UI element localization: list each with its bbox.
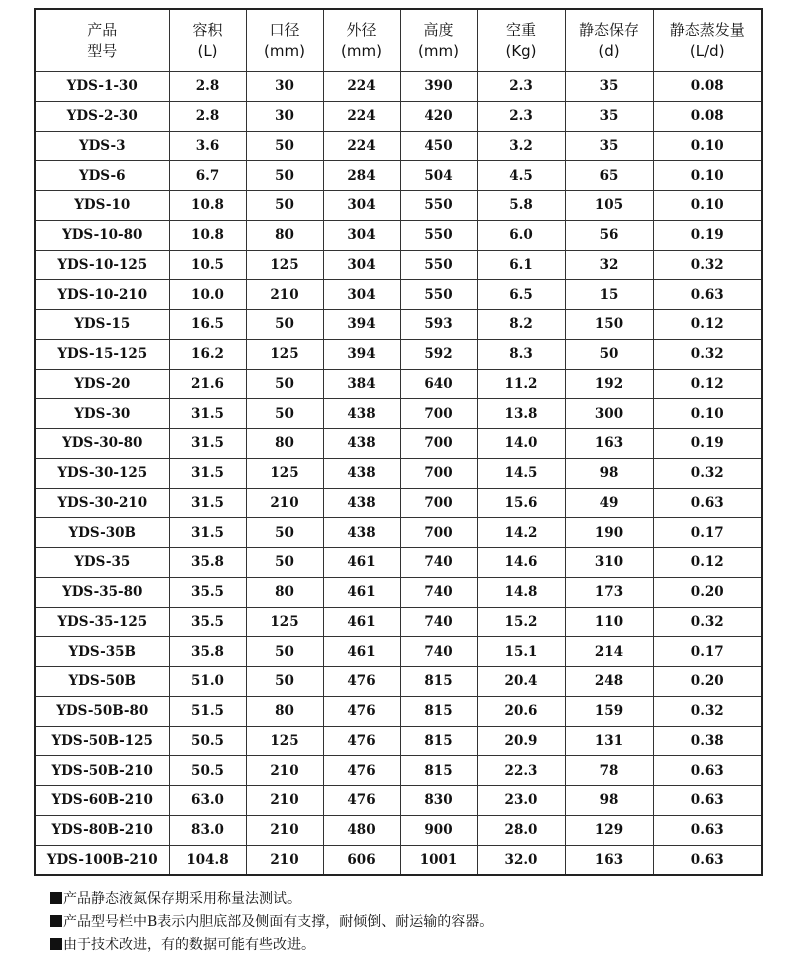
cell-outer-diameter: 461 [323,548,400,578]
table-row [35,577,762,607]
square-bullet-icon [50,938,62,950]
cell-volume: 10.0 [169,280,246,310]
header-model [35,9,169,72]
cell-neck-diameter: 50 [246,131,323,161]
table-row [35,429,762,459]
cell-volume: 50.5 [169,756,246,786]
cell-evaporation-rate: 0.63 [653,815,762,845]
cell-neck-diameter: 125 [246,607,323,637]
column-header-unit: (Kg) [505,41,537,60]
table-row [35,72,762,102]
column-header-unit: (mm) [341,41,382,60]
cell-model: YDS-100B-210 [35,845,169,875]
cell-height: 390 [400,72,477,102]
cell-neck-diameter: 50 [246,518,323,548]
cell-static-holding: 163 [565,429,653,459]
note-line [50,911,493,934]
cell-empty-weight: 28.0 [477,815,565,845]
table-row [35,131,762,161]
cell-model: YDS-30-80 [35,429,169,459]
cell-static-holding: 78 [565,756,653,786]
cell-volume: 10.5 [169,250,246,280]
cell-model: YDS-35-80 [35,577,169,607]
cell-empty-weight: 15.2 [477,607,565,637]
cell-empty-weight: 15.1 [477,637,565,667]
cell-model: YDS-35 [35,548,169,578]
table-row [35,458,762,488]
note-text: 产品静态液氮保存期采用称量法测试。 [63,891,301,907]
table-row [35,161,762,191]
cell-height: 700 [400,399,477,429]
column-header-unit: 型号 [87,41,118,60]
cell-empty-weight: 22.3 [477,756,565,786]
cell-model: YDS-35-125 [35,607,169,637]
cell-evaporation-rate: 0.32 [653,607,762,637]
note-text: 由于技术改进，有的数据可能有些改进。 [63,937,315,953]
cell-model: YDS-6 [35,161,169,191]
cell-neck-diameter: 125 [246,458,323,488]
cell-empty-weight: 20.9 [477,726,565,756]
table-row [35,607,762,637]
cell-neck-diameter: 30 [246,101,323,131]
cell-height: 550 [400,280,477,310]
cell-volume: 31.5 [169,399,246,429]
cell-volume: 35.5 [169,577,246,607]
cell-evaporation-rate: 0.20 [653,577,762,607]
cell-evaporation-rate: 0.38 [653,726,762,756]
spec-table [34,8,763,876]
cell-static-holding: 98 [565,786,653,816]
table-row [35,756,762,786]
cell-outer-diameter: 476 [323,726,400,756]
cell-empty-weight: 2.3 [477,101,565,131]
cell-empty-weight: 5.8 [477,191,565,221]
cell-static-holding: 163 [565,845,653,875]
cell-outer-diameter: 461 [323,577,400,607]
cell-volume: 35.8 [169,637,246,667]
cell-neck-diameter: 50 [246,369,323,399]
cell-neck-diameter: 50 [246,548,323,578]
cell-static-holding: 159 [565,696,653,726]
cell-volume: 21.6 [169,369,246,399]
cell-evaporation-rate: 0.12 [653,548,762,578]
cell-volume: 2.8 [169,101,246,131]
cell-neck-diameter: 210 [246,815,323,845]
cell-model: YDS-30-125 [35,458,169,488]
column-header-name: 容积 [192,20,223,39]
cell-outer-diameter: 461 [323,637,400,667]
table-row [35,637,762,667]
header-height [400,9,477,72]
column-header-unit: (L/d) [689,41,725,60]
cell-neck-diameter: 80 [246,220,323,250]
cell-height: 700 [400,458,477,488]
table-row [35,369,762,399]
cell-static-holding: 15 [565,280,653,310]
table-row [35,518,762,548]
column-header-name: 口径 [269,20,300,39]
table-row [35,696,762,726]
cell-empty-weight: 14.2 [477,518,565,548]
cell-evaporation-rate: 0.63 [653,756,762,786]
cell-neck-diameter: 210 [246,786,323,816]
cell-outer-diameter: 438 [323,399,400,429]
table-row [35,280,762,310]
cell-height: 700 [400,518,477,548]
cell-height: 815 [400,696,477,726]
cell-height: 504 [400,161,477,191]
cell-empty-weight: 23.0 [477,786,565,816]
cell-neck-diameter: 125 [246,339,323,369]
cell-outer-diameter: 304 [323,250,400,280]
cell-static-holding: 190 [565,518,653,548]
table-row [35,250,762,280]
column-header-name: 静态保存 [578,20,639,39]
cell-evaporation-rate: 0.63 [653,845,762,875]
cell-outer-diameter: 438 [323,458,400,488]
cell-volume: 16.2 [169,339,246,369]
cell-neck-diameter: 210 [246,756,323,786]
cell-empty-weight: 13.8 [477,399,565,429]
cell-volume: 50.5 [169,726,246,756]
cell-static-holding: 50 [565,339,653,369]
cell-outer-diameter: 284 [323,161,400,191]
cell-static-holding: 49 [565,488,653,518]
column-header-name: 静态蒸发量 [669,20,745,39]
cell-height: 700 [400,488,477,518]
table-row [35,845,762,875]
cell-model: YDS-10-125 [35,250,169,280]
cell-volume: 2.8 [169,72,246,102]
cell-volume: 51.5 [169,696,246,726]
column-header-unit: (mm) [418,41,459,60]
table-row [35,786,762,816]
cell-height: 700 [400,429,477,459]
cell-evaporation-rate: 0.63 [653,786,762,816]
cell-model: YDS-50B-80 [35,696,169,726]
cell-static-holding: 131 [565,726,653,756]
cell-outer-diameter: 304 [323,191,400,221]
table-row [35,191,762,221]
square-bullet-icon [50,892,62,904]
cell-empty-weight: 14.5 [477,458,565,488]
cell-static-holding: 110 [565,607,653,637]
cell-neck-diameter: 80 [246,577,323,607]
cell-height: 740 [400,607,477,637]
cell-neck-diameter: 50 [246,667,323,697]
cell-model: YDS-50B-210 [35,756,169,786]
cell-outer-diameter: 476 [323,696,400,726]
cell-volume: 104.8 [169,845,246,875]
cell-evaporation-rate: 0.17 [653,518,762,548]
cell-static-holding: 35 [565,72,653,102]
cell-outer-diameter: 224 [323,131,400,161]
cell-outer-diameter: 476 [323,786,400,816]
cell-height: 550 [400,250,477,280]
cell-outer-diameter: 384 [323,369,400,399]
cell-model: YDS-15 [35,310,169,340]
cell-static-holding: 56 [565,220,653,250]
table-row [35,101,762,131]
cell-outer-diameter: 461 [323,607,400,637]
cell-static-holding: 310 [565,548,653,578]
table-row [35,310,762,340]
cell-neck-diameter: 50 [246,191,323,221]
cell-evaporation-rate: 0.19 [653,220,762,250]
cell-neck-diameter: 80 [246,696,323,726]
cell-evaporation-rate: 0.08 [653,72,762,102]
cell-volume: 83.0 [169,815,246,845]
cell-outer-diameter: 394 [323,310,400,340]
cell-volume: 31.5 [169,458,246,488]
cell-model: YDS-35B [35,637,169,667]
table-row [35,726,762,756]
cell-volume: 10.8 [169,191,246,221]
cell-empty-weight: 3.2 [477,131,565,161]
header-volume [169,9,246,72]
cell-neck-diameter: 210 [246,488,323,518]
cell-empty-weight: 11.2 [477,369,565,399]
column-header-unit: (mm) [264,41,305,60]
cell-empty-weight: 32.0 [477,845,565,875]
square-bullet-icon [50,915,62,927]
cell-model: YDS-50B [35,667,169,697]
cell-height: 593 [400,310,477,340]
table-body [35,72,762,876]
cell-empty-weight: 6.0 [477,220,565,250]
cell-neck-diameter: 50 [246,399,323,429]
cell-empty-weight: 6.5 [477,280,565,310]
cell-height: 740 [400,637,477,667]
cell-volume: 31.5 [169,488,246,518]
cell-static-holding: 105 [565,191,653,221]
note-line [50,934,493,957]
cell-static-holding: 214 [565,637,653,667]
cell-empty-weight: 14.8 [477,577,565,607]
cell-model: YDS-10-210 [35,280,169,310]
cell-evaporation-rate: 0.32 [653,458,762,488]
cell-static-holding: 192 [565,369,653,399]
cell-height: 740 [400,577,477,607]
cell-volume: 51.0 [169,667,246,697]
cell-model: YDS-50B-125 [35,726,169,756]
cell-volume: 6.7 [169,161,246,191]
cell-static-holding: 35 [565,101,653,131]
cell-model: YDS-30B [35,518,169,548]
header-empty-weight [477,9,565,72]
column-header-unit: (d) [598,41,620,60]
cell-volume: 63.0 [169,786,246,816]
cell-model: YDS-10-80 [35,220,169,250]
cell-volume: 35.5 [169,607,246,637]
cell-empty-weight: 8.2 [477,310,565,340]
cell-static-holding: 98 [565,458,653,488]
cell-outer-diameter: 224 [323,72,400,102]
cell-outer-diameter: 606 [323,845,400,875]
cell-evaporation-rate: 0.63 [653,488,762,518]
cell-model: YDS-10 [35,191,169,221]
cell-volume: 10.8 [169,220,246,250]
cell-static-holding: 300 [565,399,653,429]
cell-neck-diameter: 50 [246,161,323,191]
cell-neck-diameter: 125 [246,726,323,756]
cell-empty-weight: 2.3 [477,72,565,102]
cell-model: YDS-20 [35,369,169,399]
cell-outer-diameter: 438 [323,518,400,548]
cell-volume: 35.8 [169,548,246,578]
header-evaporation-rate [653,9,762,72]
cell-height: 550 [400,220,477,250]
header-outer-diameter [323,9,400,72]
cell-height: 592 [400,339,477,369]
cell-model: YDS-15-125 [35,339,169,369]
cell-static-holding: 32 [565,250,653,280]
cell-outer-diameter: 438 [323,488,400,518]
cell-empty-weight: 6.1 [477,250,565,280]
cell-evaporation-rate: 0.19 [653,429,762,459]
cell-height: 640 [400,369,477,399]
cell-evaporation-rate: 0.20 [653,667,762,697]
cell-outer-diameter: 438 [323,429,400,459]
cell-outer-diameter: 476 [323,667,400,697]
cell-evaporation-rate: 0.63 [653,280,762,310]
notes-section [50,888,493,957]
cell-empty-weight: 15.6 [477,488,565,518]
cell-height: 550 [400,191,477,221]
cell-volume: 31.5 [169,518,246,548]
cell-empty-weight: 20.4 [477,667,565,697]
cell-empty-weight: 14.6 [477,548,565,578]
cell-neck-diameter: 125 [246,250,323,280]
cell-evaporation-rate: 0.10 [653,191,762,221]
cell-height: 815 [400,726,477,756]
cell-empty-weight: 8.3 [477,339,565,369]
table-row [35,667,762,697]
table-row [35,220,762,250]
note-line [50,888,493,911]
cell-outer-diameter: 304 [323,220,400,250]
cell-evaporation-rate: 0.12 [653,369,762,399]
cell-height: 815 [400,667,477,697]
cell-height: 450 [400,131,477,161]
cell-outer-diameter: 476 [323,756,400,786]
cell-height: 830 [400,786,477,816]
header-neck-diameter [246,9,323,72]
cell-volume: 3.6 [169,131,246,161]
column-header-name: 产品 [87,20,118,39]
header-static-holding [565,9,653,72]
cell-outer-diameter: 394 [323,339,400,369]
cell-outer-diameter: 224 [323,101,400,131]
cell-empty-weight: 4.5 [477,161,565,191]
table-row [35,339,762,369]
cell-outer-diameter: 304 [323,280,400,310]
cell-model: YDS-3 [35,131,169,161]
cell-height: 740 [400,548,477,578]
cell-evaporation-rate: 0.10 [653,399,762,429]
cell-model: YDS-2-30 [35,101,169,131]
cell-model: YDS-30 [35,399,169,429]
column-header-name: 外径 [346,20,377,39]
cell-neck-diameter: 30 [246,72,323,102]
cell-neck-diameter: 210 [246,845,323,875]
cell-static-holding: 35 [565,131,653,161]
header-row [35,9,762,72]
cell-height: 815 [400,756,477,786]
cell-static-holding: 248 [565,667,653,697]
cell-static-holding: 150 [565,310,653,340]
cell-volume: 16.5 [169,310,246,340]
cell-model: YDS-60B-210 [35,786,169,816]
cell-evaporation-rate: 0.10 [653,161,762,191]
column-header-unit: (L) [197,41,218,60]
table-row [35,488,762,518]
cell-evaporation-rate: 0.32 [653,339,762,369]
cell-empty-weight: 20.6 [477,696,565,726]
cell-outer-diameter: 480 [323,815,400,845]
cell-height: 1001 [400,845,477,875]
table-row [35,548,762,578]
cell-evaporation-rate: 0.10 [653,131,762,161]
table-row [35,815,762,845]
spec-table-container [34,8,761,876]
cell-model: YDS-30-210 [35,488,169,518]
cell-evaporation-rate: 0.32 [653,696,762,726]
table-row [35,399,762,429]
cell-evaporation-rate: 0.17 [653,637,762,667]
cell-height: 420 [400,101,477,131]
cell-static-holding: 65 [565,161,653,191]
cell-volume: 31.5 [169,429,246,459]
column-header-name: 空重 [505,20,536,39]
column-header-name: 高度 [423,20,454,39]
cell-empty-weight: 14.0 [477,429,565,459]
cell-evaporation-rate: 0.12 [653,310,762,340]
cell-static-holding: 173 [565,577,653,607]
cell-height: 900 [400,815,477,845]
cell-static-holding: 129 [565,815,653,845]
cell-evaporation-rate: 0.08 [653,101,762,131]
note-text: 产品型号栏中B表示内胆底部及侧面有支撑，耐倾倒、耐运输的容器。 [63,914,494,930]
cell-neck-diameter: 210 [246,280,323,310]
cell-neck-diameter: 50 [246,310,323,340]
cell-neck-diameter: 80 [246,429,323,459]
cell-model: YDS-80B-210 [35,815,169,845]
cell-neck-diameter: 50 [246,637,323,667]
cell-evaporation-rate: 0.32 [653,250,762,280]
cell-model: YDS-1-30 [35,72,169,102]
